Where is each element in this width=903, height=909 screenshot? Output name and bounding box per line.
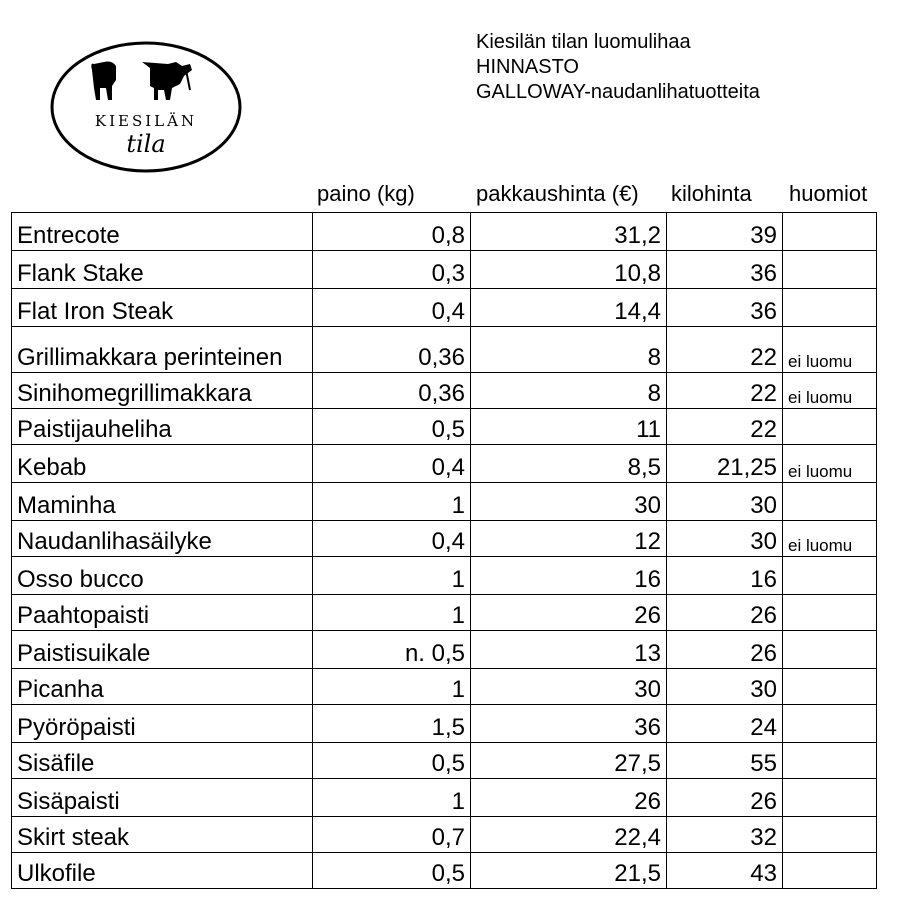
note-value: [783, 289, 877, 327]
pack-price-value: 10,8: [471, 251, 667, 289]
logo-subtitle: tila: [126, 130, 166, 158]
table-row: [12, 327, 877, 373]
product-name: Picanha: [12, 669, 313, 705]
kilo-price-value: 24: [667, 705, 783, 743]
weight-value: 0,36: [313, 327, 471, 373]
note-value: [783, 595, 877, 631]
pack-price-value: 36: [471, 705, 667, 743]
note-value: [783, 743, 877, 779]
pack-price-value: 16: [471, 557, 667, 595]
table-row: [12, 213, 877, 251]
header-subtitle: GALLOWAY-naudanlihatuotteita: [476, 81, 760, 103]
table-row: [12, 251, 877, 289]
note-value: [783, 779, 877, 817]
weight-value: 1: [313, 595, 471, 631]
pack-price-value: 21,5: [471, 853, 667, 889]
note-value: [783, 213, 877, 251]
weight-value: 0,5: [313, 743, 471, 779]
note-value: ei luomu: [783, 327, 877, 373]
kilo-price-value: 55: [667, 743, 783, 779]
table-row: [12, 669, 877, 705]
weight-value: 1: [313, 779, 471, 817]
product-name: Sisäpaisti: [12, 779, 313, 817]
weight-value: 1: [313, 483, 471, 521]
kilo-price-value: 16: [667, 557, 783, 595]
kilo-price-value: 26: [667, 631, 783, 669]
table-row: [12, 445, 877, 483]
farm-logo: [50, 40, 242, 174]
product-name: Skirt steak: [12, 817, 313, 853]
table-row: [12, 521, 877, 557]
note-value: [783, 669, 877, 705]
weight-value: 1,5: [313, 705, 471, 743]
table-row: [12, 409, 877, 445]
kilo-price-value: 26: [667, 779, 783, 817]
table-row: [12, 483, 877, 521]
pack-price-value: 12: [471, 521, 667, 557]
kilo-price-value: 26: [667, 595, 783, 631]
pack-price-value: 8: [471, 373, 667, 409]
pack-price-value: 14,4: [471, 289, 667, 327]
pack-price-value: 26: [471, 779, 667, 817]
weight-value: 1: [313, 669, 471, 705]
kilo-price-value: 30: [667, 669, 783, 705]
weight-value: 0,5: [313, 409, 471, 445]
pack-price-value: 13: [471, 631, 667, 669]
pack-price-value: 30: [471, 669, 667, 705]
kilo-price-value: 36: [667, 289, 783, 327]
table-row: [12, 373, 877, 409]
kilo-price-value: 39: [667, 213, 783, 251]
weight-value: 0,3: [313, 251, 471, 289]
pack-price-value: 22,4: [471, 817, 667, 853]
header: [476, 30, 760, 105]
note-value: ei luomu: [783, 445, 877, 483]
kilo-price-value: 22: [667, 327, 783, 373]
pack-price-value: 27,5: [471, 743, 667, 779]
product-name: Flank Stake: [12, 251, 313, 289]
product-name: Sisäfile: [12, 743, 313, 779]
product-name: Paistisuikale: [12, 631, 313, 669]
weight-value: 0,8: [313, 213, 471, 251]
weight-value: 0,4: [313, 289, 471, 327]
note-value: [783, 251, 877, 289]
note-value: [783, 705, 877, 743]
product-name: Pyöröpaisti: [12, 705, 313, 743]
pack-price-value: 8: [471, 327, 667, 373]
table-row: [12, 595, 877, 631]
product-name: Ulkofile: [12, 853, 313, 889]
pack-price-value: 26: [471, 595, 667, 631]
kilo-price-value: 22: [667, 409, 783, 445]
table-row: [12, 779, 877, 817]
kilo-price-value: 21,25: [667, 445, 783, 483]
table-row: [12, 289, 877, 327]
kilo-price-value: 30: [667, 483, 783, 521]
pack-price-value: 30: [471, 483, 667, 521]
header-farm-name: Kiesilän tilan luomulihaa: [476, 31, 691, 53]
note-value: [783, 853, 877, 889]
note-value: ei luomu: [783, 521, 877, 557]
column-header-kilo-price: kilohinta: [671, 181, 752, 206]
weight-value: n. 0,5: [313, 631, 471, 669]
table-row: [12, 743, 877, 779]
product-name: Entrecote: [12, 213, 313, 251]
column-header-weight: paino (kg): [317, 181, 415, 206]
kilo-price-value: 30: [667, 521, 783, 557]
kilo-price-value: 32: [667, 817, 783, 853]
note-value: [783, 817, 877, 853]
table-row: [12, 705, 877, 743]
weight-value: 0,7: [313, 817, 471, 853]
kilo-price-value: 36: [667, 251, 783, 289]
column-header-notes: huomiot: [789, 181, 868, 206]
product-name: Grillimakkara perinteinen: [12, 327, 313, 373]
product-name: Naudanlihasäilyke: [12, 521, 313, 557]
weight-value: 0,4: [313, 445, 471, 483]
pack-price-value: 11: [471, 409, 667, 445]
price-table: [11, 212, 877, 889]
header-title: HINNASTO: [476, 56, 579, 78]
weight-value: 0,4: [313, 521, 471, 557]
product-name: Flat Iron Steak: [12, 289, 313, 327]
note-value: [783, 483, 877, 521]
kilo-price-value: 22: [667, 373, 783, 409]
weight-value: 1: [313, 557, 471, 595]
pack-price-value: 8,5: [471, 445, 667, 483]
note-value: [783, 631, 877, 669]
kilo-price-value: 43: [667, 853, 783, 889]
product-name: Sinihomegrillimakkara: [12, 373, 313, 409]
weight-value: 0,5: [313, 853, 471, 889]
pack-price-value: 31,2: [471, 213, 667, 251]
note-value: [783, 409, 877, 445]
table-row: [12, 631, 877, 669]
product-name: Paahtopaisti: [12, 595, 313, 631]
note-value: ei luomu: [783, 373, 877, 409]
product-name: Kebab: [12, 445, 313, 483]
table-row: [12, 817, 877, 853]
cow-rear-icon: [91, 62, 116, 101]
note-value: [783, 557, 877, 595]
weight-value: 0,36: [313, 373, 471, 409]
table-row: [12, 853, 877, 889]
cow-front-icon: [142, 62, 192, 100]
product-name: Paistijauheliha: [12, 409, 313, 445]
product-name: Maminha: [12, 483, 313, 521]
table-row: [12, 557, 877, 595]
logo-title: KIESILÄN: [94, 112, 198, 130]
column-header-pack-price: pakkaushinta (€): [476, 181, 639, 206]
product-name: Osso bucco: [12, 557, 313, 595]
